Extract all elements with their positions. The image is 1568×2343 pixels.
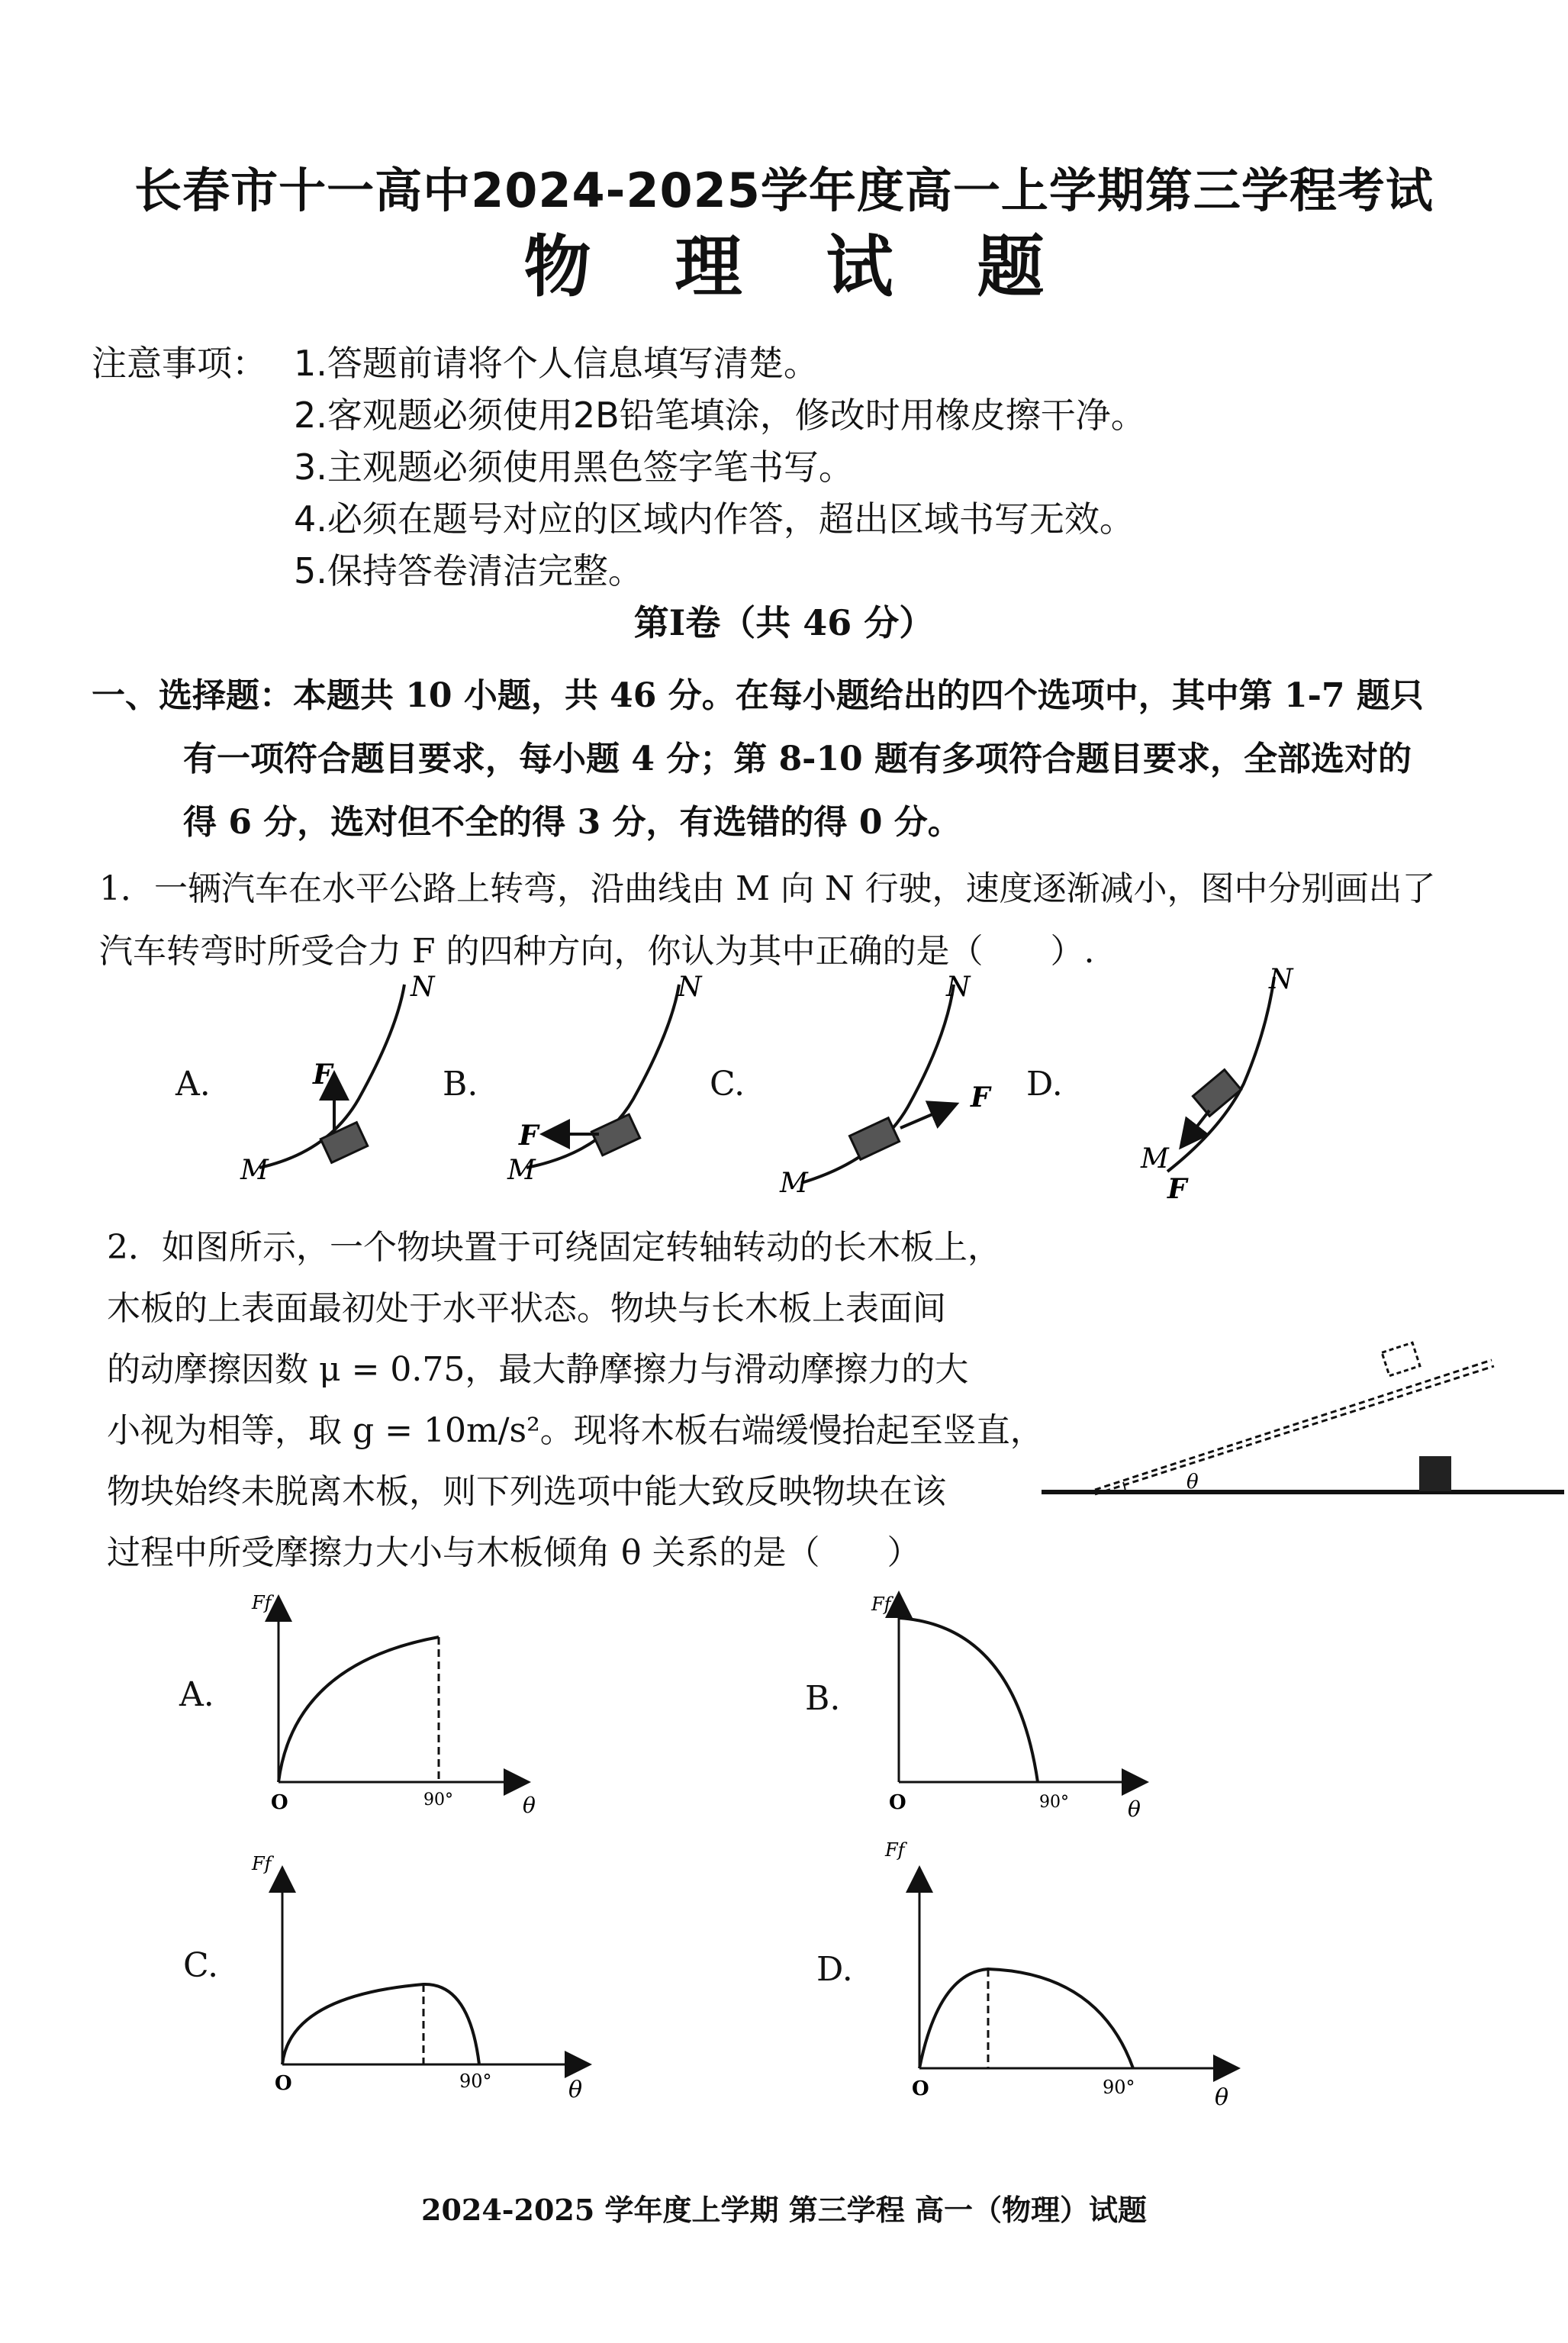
- q2-line-5: 物块始终未脱离木板，则下列选项中能大致反映物块在该: [107, 1472, 946, 1511]
- angle-label: θ: [1186, 1471, 1199, 1494]
- q2-line-3: 的动摩擦因数 μ = 0.75，最大静摩擦力与滑动摩擦力的大: [107, 1350, 969, 1389]
- q1-figure-c: [779, 972, 992, 1199]
- q1-option-a: A.: [175, 1065, 211, 1104]
- force-label-a: F: [313, 1059, 333, 1091]
- force-label-c: F: [971, 1081, 990, 1113]
- q2-line-4: 小视为相等，取 g = 10m/s²。现将木板右端缓慢抬起至竖直，: [107, 1411, 1044, 1450]
- block: [1419, 1456, 1451, 1491]
- label-n-a: N: [411, 972, 435, 1003]
- q1-option-c: C.: [710, 1065, 745, 1104]
- car-icon: [849, 1118, 899, 1159]
- instruction-line-2: 有一项符合题目要求，每小题 4 分；第 8-10 题有多项符合题目要求，全部选对的: [183, 740, 1412, 778]
- axis-y-c: Ff: [252, 1853, 272, 1874]
- notice-label: 注意事项：: [92, 343, 267, 384]
- axis-y-a: Ff: [252, 1592, 272, 1613]
- force-label-d: F: [1167, 1173, 1187, 1205]
- notice-item-4: 4.必须在题号对应的区域内作答，超出区域书写无效。: [294, 498, 1135, 540]
- graph-b: [871, 1594, 1145, 1822]
- q2-option-b: B.: [805, 1679, 841, 1718]
- label-n-c: N: [946, 972, 971, 1003]
- q2-line-6: 过程中所受摩擦力大小与木板倾角 θ 关系的是（ ）: [107, 1533, 921, 1572]
- notice-item-5: 5.保持答卷清洁完整。: [294, 550, 643, 591]
- q1-figure-a: [240, 972, 436, 1186]
- notice-item-3: 3.主观题必须使用黑色签字笔书写。: [294, 446, 854, 488]
- force-label-b: F: [519, 1120, 539, 1152]
- tick-a: 90°: [423, 1790, 453, 1810]
- q2-option-a: A.: [179, 1675, 214, 1714]
- instruction-line-1: 一、选择题：本题共 10 小题，共 46 分。在每小题给出的四个选项中，其中第 1-7 题只: [92, 676, 1424, 715]
- origin-c: O: [275, 2072, 292, 2095]
- label-n-d: N: [1269, 964, 1293, 995]
- q1-option-b: B.: [443, 1065, 478, 1104]
- graph-c: [251, 1853, 588, 2103]
- label-m-d: M: [1141, 1143, 1169, 1175]
- subject-title: 物理试题: [523, 227, 1129, 306]
- car-icon: [1193, 1070, 1241, 1117]
- q2-line-2: 木板的上表面最初处于水平状态。物块与长木板上表面间: [107, 1289, 946, 1328]
- axis-y-d: Ff: [885, 1839, 905, 1861]
- graph-a: [251, 1592, 536, 1818]
- q2-option-c: C.: [183, 1946, 219, 1985]
- car-icon: [320, 1123, 367, 1163]
- axis-x-c: θ: [568, 2077, 583, 2103]
- q1-figure-d: [1140, 964, 1294, 1205]
- q1-figures: [0, 962, 1568, 1206]
- label-n-b: N: [678, 972, 702, 1003]
- tick-b: 90°: [1039, 1793, 1069, 1812]
- block-dashed: [1382, 1342, 1420, 1375]
- q1-option-d: D.: [1026, 1065, 1063, 1104]
- notice-item-2: 2.客观题必须使用2B铅笔填涂，修改时用橡皮擦干净。: [294, 395, 1146, 436]
- tick-d: 90°: [1103, 2077, 1135, 2098]
- force-arrow-d: [1183, 1110, 1209, 1145]
- tick-c: 90°: [459, 2071, 492, 2092]
- label-m-a: M: [240, 1155, 269, 1186]
- label-m-b: M: [507, 1155, 536, 1186]
- q1-line-1: 1．一辆汽车在水平公路上转弯，沿曲线由 M 向 N 行驶，速度逐渐减小，图中分别画出了: [99, 869, 1436, 908]
- axis-x-a: θ: [523, 1793, 536, 1818]
- origin-b: O: [889, 1791, 906, 1814]
- label-m-c: M: [780, 1168, 808, 1199]
- incline-diagram: [1038, 1328, 1564, 1503]
- page-footer: 2024-2025 学年度上学期 第三学程 高一（物理）试题: [421, 2193, 1147, 2227]
- graph-d: [884, 1839, 1236, 2111]
- q2-line-1: 2．如图所示，一个物块置于可绕固定转轴转动的长木板上，: [107, 1228, 1001, 1267]
- section-title: 第Ⅰ卷（共 46 分）: [633, 602, 935, 643]
- q2-graphs: [0, 1587, 1568, 2122]
- exam-title: 长春市十一高中2024-2025学年度高一上学期第三学程考试: [134, 163, 1434, 218]
- axis-y-b: Ff: [871, 1594, 891, 1615]
- axis-x-b: θ: [1128, 1797, 1141, 1822]
- axis-x-d: θ: [1215, 2084, 1229, 2111]
- origin-d: O: [912, 2077, 929, 2100]
- instruction-line-3: 得 6 分，选对但不全的得 3 分，有选错的得 0 分。: [183, 803, 961, 842]
- q1-figure-b: [507, 972, 703, 1186]
- q1-line-2: 汽车转弯时所受合力 F 的四种方向，你认为其中正确的是（ ）.: [99, 932, 1095, 971]
- notice-item-1: 1.答题前请将个人信息填写清楚。: [294, 343, 819, 384]
- q2-option-d: D.: [816, 1950, 853, 1989]
- origin-a: O: [271, 1791, 288, 1814]
